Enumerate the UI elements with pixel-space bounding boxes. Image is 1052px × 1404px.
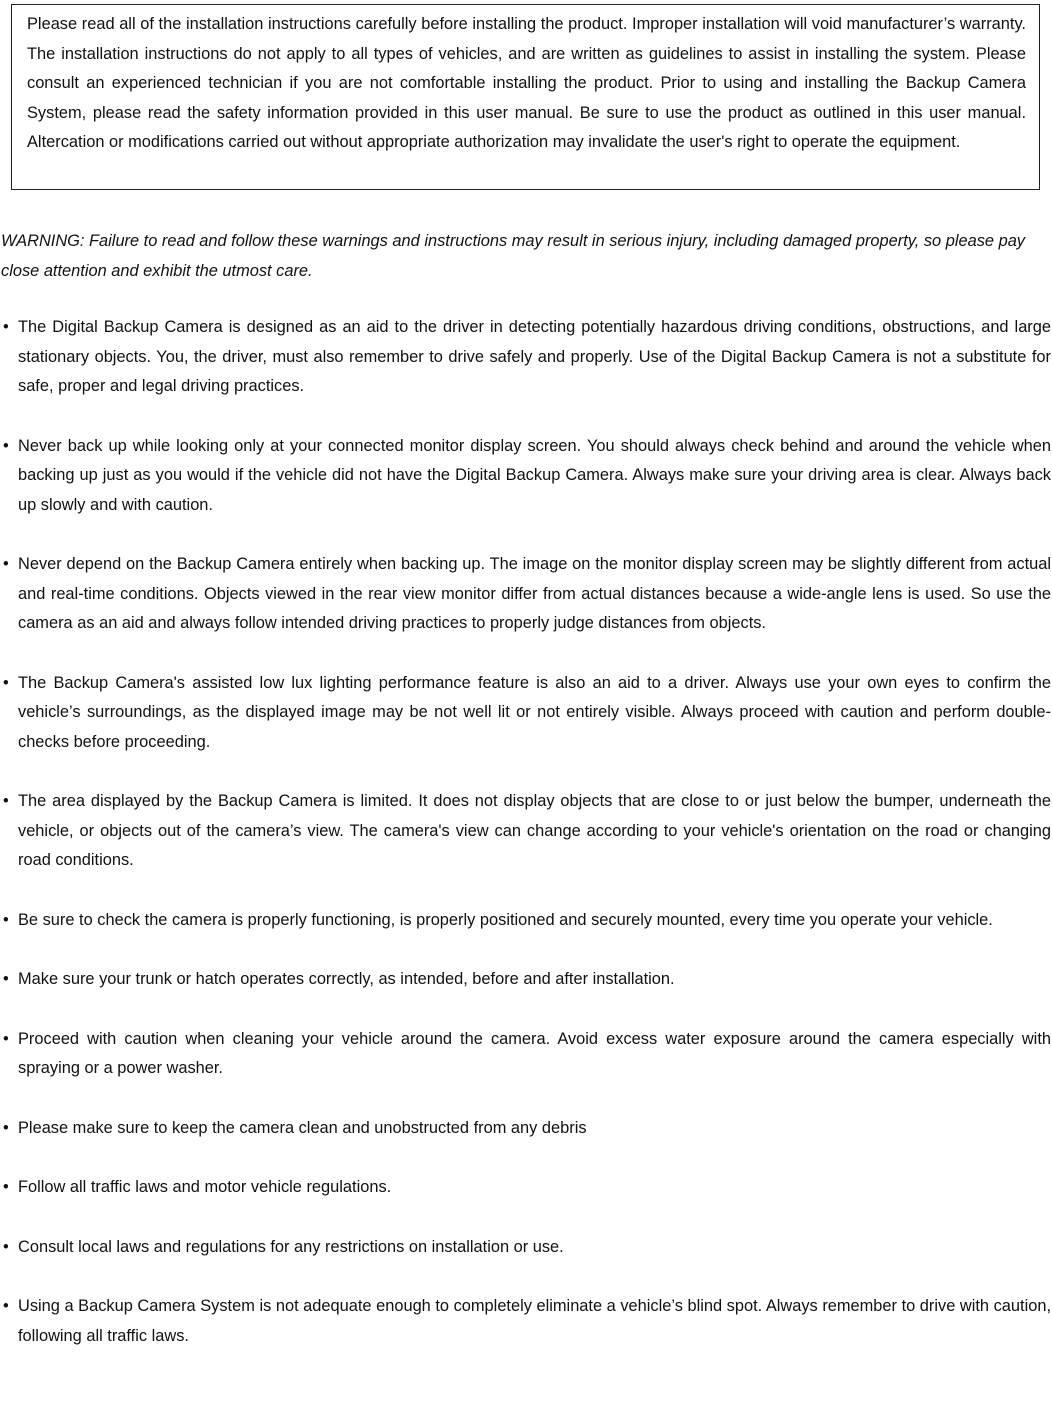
bullet-dot-icon: • xyxy=(3,1178,9,1196)
bullet-dot-icon: • xyxy=(3,970,9,988)
bullet-item xyxy=(2,1025,1051,1084)
bullet-item xyxy=(2,965,1051,995)
bullet-dot-icon: • xyxy=(3,1029,9,1048)
bullet-text: Follow all traffic laws and motor vehicle regulations. xyxy=(18,1178,392,1196)
bullet-item xyxy=(2,432,1051,521)
bullet-text: The Digital Backup Camera is designed as an aid to the driver in detecting potentially hazardous driving conditions, obstructions, and large stationary objects. You, the driver, must also remember to drive safely and properly. Use of the Digital Backup Camera is not a substitute for safe, proper and legal driving practices. xyxy=(18,318,1051,395)
bullet-item xyxy=(2,1292,1051,1351)
bullet-item xyxy=(2,906,1051,936)
bullet-text: The Backup Camera's assisted low lux lighting performance feature is also an aid to a driver. Always use your own eyes to confirm the vehicle’s surroundings, as the displayed image may be not well lit or not entirely visible. Always proceed with caution and perform double-checks before proceeding. xyxy=(18,673,1051,751)
bullet-text: Never depend on the Backup Camera entirely when backing up. The image on the monitor display screen may be slightly different from actual and real-time conditions. Objects viewed in the rear view monitor differ from actual distances because a wide-angle lens is used. So use the camera as an aid and always follow intended driving practices to properly judge distances from objects. xyxy=(18,555,1051,632)
bullet-text: The area displayed by the Backup Camera is limited. It does not display objects that are close to or just below the bumper, underneath the vehicle, or objects out of the camera’s view. The camera's view can change according to your vehicle's orientation on the road or changing road conditions. xyxy=(18,792,1051,869)
bullet-dot-icon: • xyxy=(3,555,9,573)
bullet-dot-icon: • xyxy=(3,318,9,336)
bullet-item xyxy=(2,1233,1051,1263)
bullet-item xyxy=(2,1173,1051,1203)
bullet-text: Make sure your trunk or hatch operates correctly, as intended, before and after installation. xyxy=(18,970,675,988)
installation-notice-text: Please read all of the installation instructions carefully before installing the product. Improper installation will void manufacturer’s warranty. The installation instructions do not apply to all types of vehicles, and are written as guidelines to assist in installing the system. Please consult an experienced technician if you are not comfortable installing the product. Prior to using and installing the Backup Camera System, please read the safety information provided in this user manual. Be sure to use the product as outlined in this user manual. Altercation or modifications carried out without appropriate authorization may invalidate the user's right to operate the equipment. xyxy=(27,15,1026,151)
bullet-text: Never back up while looking only at your connected monitor display screen. You should always check behind and around the vehicle when backing up just as you would if the vehicle did not have the Digital Backup Camera. Always make sure your driving area is clear. Always back up slowly and with caution. xyxy=(18,436,1051,514)
bullet-dot-icon: • xyxy=(3,1237,9,1256)
warning-paragraph: WARNING: Failure to read and follow these warnings and instructions may result in serious injury, including damaged property, so please pay close attention and exhibit the utmost care. xyxy=(1,232,1026,280)
bullet-text: Be sure to check the camera is properly functioning, is properly positioned and securely mounted, every time you operate your vehicle. xyxy=(18,910,993,929)
bullet-text: Using a Backup Camera System is not adequate enough to completely eliminate a vehicle’s blind spot. Always remember to drive with caution, following all traffic laws. xyxy=(18,1297,1051,1345)
bullet-item xyxy=(2,1114,1051,1144)
bullet-dot-icon: • xyxy=(3,1297,9,1315)
bullet-item xyxy=(2,787,1051,876)
bullet-text: Proceed with caution when cleaning your vehicle around the camera. Avoid excess water exposure around the camera especially with spraying or a power washer. xyxy=(18,1029,1051,1077)
bullet-item xyxy=(2,550,1051,639)
bullet-dot-icon: • xyxy=(3,673,9,692)
bullet-dot-icon: • xyxy=(3,436,9,455)
bullet-text: Consult local laws and regulations for any restrictions on installation or use. xyxy=(18,1237,564,1256)
installation-notice-box xyxy=(11,4,1040,190)
bullet-text: Please make sure to keep the camera clean and unobstructed from any debris xyxy=(18,1118,587,1137)
bullet-item xyxy=(2,669,1051,758)
safety-bullet-list xyxy=(2,313,1051,1381)
bullet-dot-icon: • xyxy=(3,910,9,929)
bullet-dot-icon: • xyxy=(3,1118,9,1137)
bullet-dot-icon: • xyxy=(3,792,9,810)
bullet-item xyxy=(2,313,1051,402)
